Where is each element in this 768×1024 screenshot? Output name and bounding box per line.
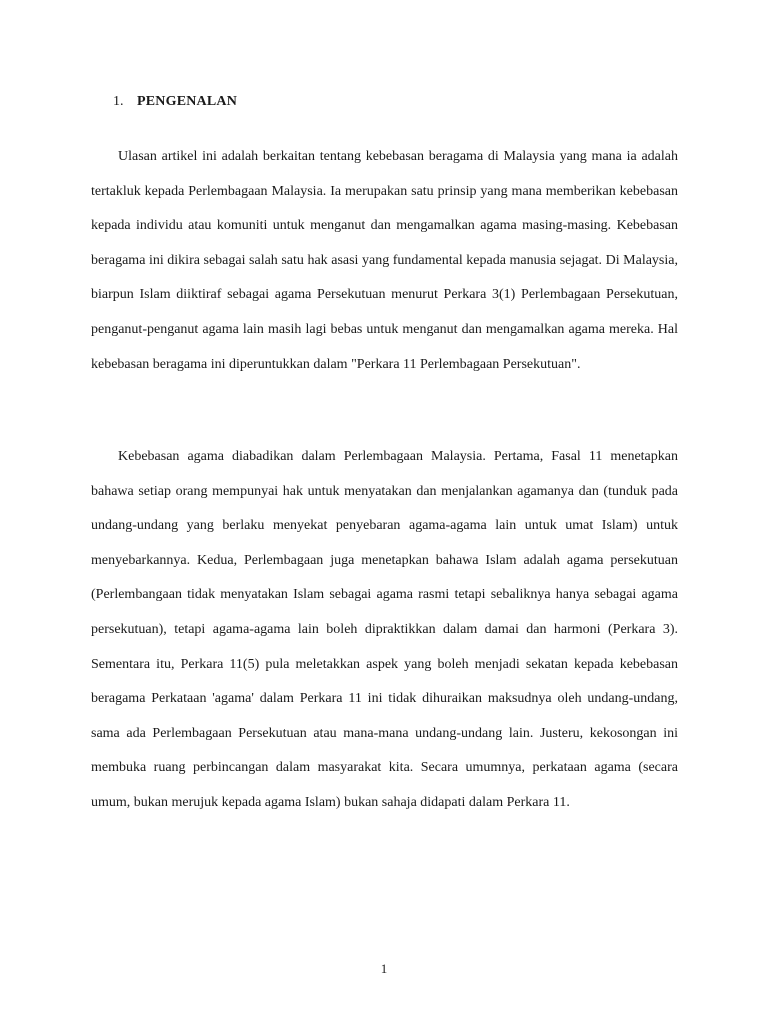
paragraph-1: Ulasan artikel ini adalah berkaitan tentang kebebasan beragama di Malaysia yang mana ia adalah tertakluk kepada Perlembagaan Malaysia. Ia merupakan satu prinsip yang mana memberikan kebebasan kepada individu atau komuniti untuk menganut dan mengamalkan agama masing-masing. Kebebasan beragama ini dikira sebagai salah satu hak asasi yang fundamental kepada manusia sejagat. Di Malaysia, biarpun Islam diiktiraf sebagai agama Persekutuan menurut Perkara 3(1) Perlembagaan Persekutuan, penganut-penganut agama lain masih lagi bebas untuk menganut dan mengamalkan agama mereka. Hal kebebasan beragama ini diperuntukkan dalam "Perkara 11 Perlembagaan Persekutuan". [91,149,678,372]
section-number: 1. [113,94,124,109]
paragraph-2: Kebebasan agama diabadikan dalam Perlembagaan Malaysia. Pertama, Fasal 11 menetapkan bahawa setiap orang mempunyai hak untuk menyatakan dan menjalankan agamanya dan (tunduk pada undang-undang yang berlaku menyekat penyebaran agama-agama lain untuk umat Islam) untuk menyebarkannya. Kedua, Perlembagaan juga menetapkan bahawa Islam adalah agama persekutuan (Perlembangaan tidak menyatakan Islam sebagai agama rasmi tetapi sebaliknya hanya sebagai agama persekutuan), tetapi agama-agama lain boleh dipraktikkan dalam damai dan harmoni (Perkara 3). Sementara itu, Perkara 11(5) pula meletakkan aspek yang boleh menjadi sekatan kepada kebebasan beragama Perkataan 'agama' dalam Perkara 11 ini tidak dihuraikan maksudnya oleh undang-undang, sama ada Perlembagaan Persekutuan atau mana-mana undang-undang lain. Justeru, kekosongan ini membuka ruang perbincangan dalam masyarakat kita. Secara umumnya, perkataan agama (secara umum, bukan merujuk kepada agama Islam) bukan sahaja didapati dalam Perkara 11. [91,449,678,810]
page-number: 1 [380,961,388,976]
section-heading [113,92,237,112]
section-title: PENGENALAN [137,94,238,109]
